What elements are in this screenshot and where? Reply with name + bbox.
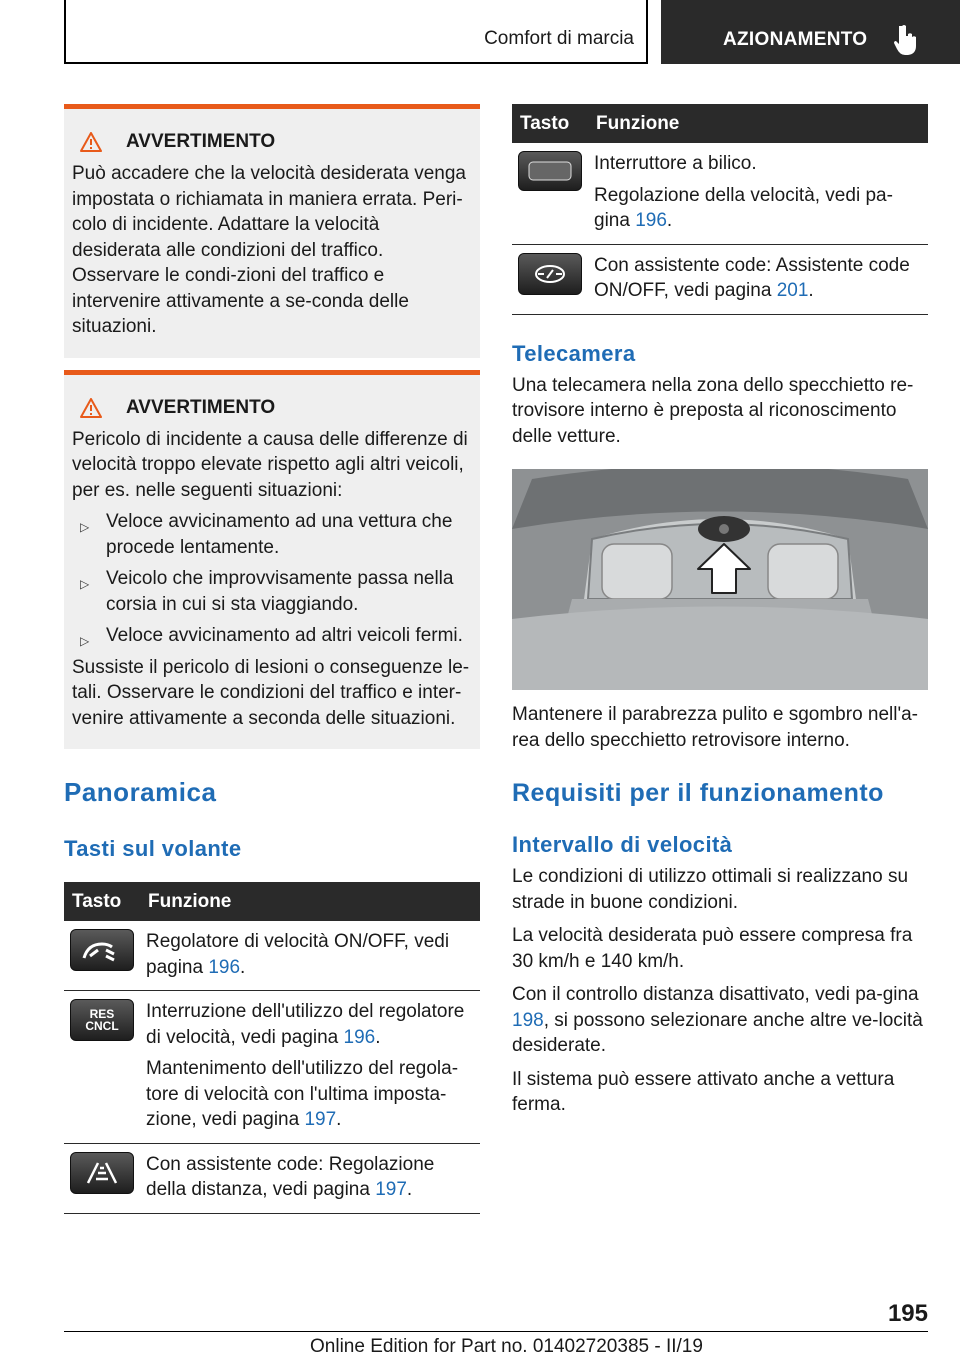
car-interior-illustration	[512, 469, 928, 690]
bullet-triangle-icon: ▷	[80, 520, 90, 534]
list-item: ▷ Veloce avvicinamento ad una vettura che procede lentamente.	[80, 511, 453, 558]
camera-photo	[512, 469, 928, 690]
requisiti-p2: La velocità desiderata può essere compresa fra 30 km/h e 140 km/h.	[512, 925, 913, 972]
warning-box-2	[64, 370, 480, 750]
distance-key-icon	[70, 1152, 134, 1194]
table-header-key: Tasto	[64, 882, 140, 921]
header-chapter-box	[661, 0, 960, 64]
steering-keys-table-continued	[512, 104, 928, 315]
page-link[interactable]: 197	[375, 1179, 407, 1200]
table-header-function: Funzione	[140, 882, 480, 921]
requisiti-p4: Il sistema può essere attivato anche a vettura ferma.	[512, 1068, 895, 1115]
steering-keys-table	[64, 882, 480, 1214]
header-section-title: Comfort di marcia	[484, 28, 634, 49]
page-link[interactable]: 196	[635, 210, 667, 231]
left-column	[64, 104, 480, 1214]
table-row: Con assistente code: Assistente code ON/OFF, vedi pagina 201.	[512, 244, 928, 314]
table-row: Regolatore di velocità ON/OFF, vedi pagina 196.	[64, 921, 480, 991]
warning-text: Può accadere che la velocità desiderata venga impostata o richiamata in maniera errata. Peri-colo di incidente. Adattare la velocità desiderata alle condizioni del traffico. Osservare le condi-zioni del traffico e intervenire attivamente a se-conda delle situazioni.	[72, 163, 466, 337]
requisiti-p3: Con il controllo distanza disattivato, vedi pa-gina 198, si possono selezionare anche altre ve-locità desiderate.	[512, 984, 923, 1056]
table-header-function: Funzione	[588, 104, 928, 143]
section-title-telecamera: Telecamera	[512, 340, 636, 366]
warning-box-1	[64, 104, 480, 358]
page-link[interactable]: 201	[776, 280, 809, 301]
pointing-hand-icon	[893, 24, 919, 56]
subsection-title-tasti: Tasti sul volante	[64, 836, 242, 861]
warning-triangle-icon	[80, 132, 102, 152]
res-cncl-key-label: RES CNCL	[85, 1007, 119, 1033]
warning-outro: Sussiste il pericolo di lesioni o conseguenze le-tali. Osservare le condizioni del traffico e inter-venire attivamente a seconda delle situazioni.	[72, 656, 470, 729]
page-number: 195	[887, 1300, 928, 1327]
section-title-requisiti: Requisiti per il funzionamento	[512, 779, 884, 807]
warning-title: AVVERTIMENTO	[126, 131, 276, 152]
page-link[interactable]: 196	[208, 956, 241, 978]
section-title-panoramica: Panoramica	[64, 777, 217, 807]
warning-title: AVVERTIMENTO	[126, 396, 276, 418]
warning-triangle-icon	[80, 398, 102, 418]
table-header-key: Tasto	[512, 104, 588, 143]
header-section-box	[64, 0, 648, 64]
queue-assist-key-icon	[518, 253, 582, 295]
warning-intro: Pericolo di incidente a causa delle differenze di velocità troppo elevate rispetto agli altri veicoli, per es. nelle seguenti situazioni:	[72, 428, 468, 501]
page-link[interactable]: 198	[512, 1009, 544, 1031]
footer-divider	[64, 1331, 928, 1332]
rocker-switch-icon	[518, 151, 582, 191]
list-item: ▷ Veicolo che improvvisamente passa nella corsia in cui si sta viaggiando.	[80, 568, 454, 615]
requisiti-p1: Le condizioni di utilizzo ottimali si realizzano su strade in buone condizioni.	[512, 866, 909, 913]
page-link[interactable]: 196	[343, 1026, 376, 1048]
footer-edition: Online Edition for Part no. 01402720385 - II/19	[310, 1336, 703, 1357]
warning-bullet-list	[72, 509, 472, 649]
bullet-triangle-icon: ▷	[80, 634, 90, 648]
table-row: Con assistente code: Regolazione della distanza, vedi pagina 197.	[64, 1143, 480, 1213]
telecamera-after-text: Mantenere il parabrezza pulito e sgombro nell'a-rea dello specchietto retrovisore interno.	[512, 704, 919, 751]
table-row: Interruttore a bilico. Regolazione della velocità, vedi pa-gina 196.	[512, 143, 928, 244]
subsection-title-intervallo: Intervallo di velocità	[512, 832, 733, 857]
table-row: RES CNCL Interruzione dell'utilizzo del regolatore di velocità, vedi pagina 196. Mantenimento dell'utilizzo del regola-tore di velocità con l'ultima imposta-zione, vedi pagina 197.	[64, 991, 480, 1144]
page-link[interactable]: 197	[304, 1109, 337, 1130]
cruise-control-key-icon	[70, 929, 134, 971]
right-column	[512, 104, 928, 1126]
header-chapter-title: AZIONAMENTO	[723, 29, 868, 50]
res-cncl-key-icon	[70, 999, 134, 1041]
bullet-triangle-icon: ▷	[80, 577, 90, 591]
list-item: ▷ Veloce avvicinamento ad altri veicoli fermi.	[72, 623, 472, 649]
telecamera-text: Una telecamera nella zona dello specchietto re-trovisore interno è preposta al riconoscimento delle vetture.	[512, 374, 914, 447]
